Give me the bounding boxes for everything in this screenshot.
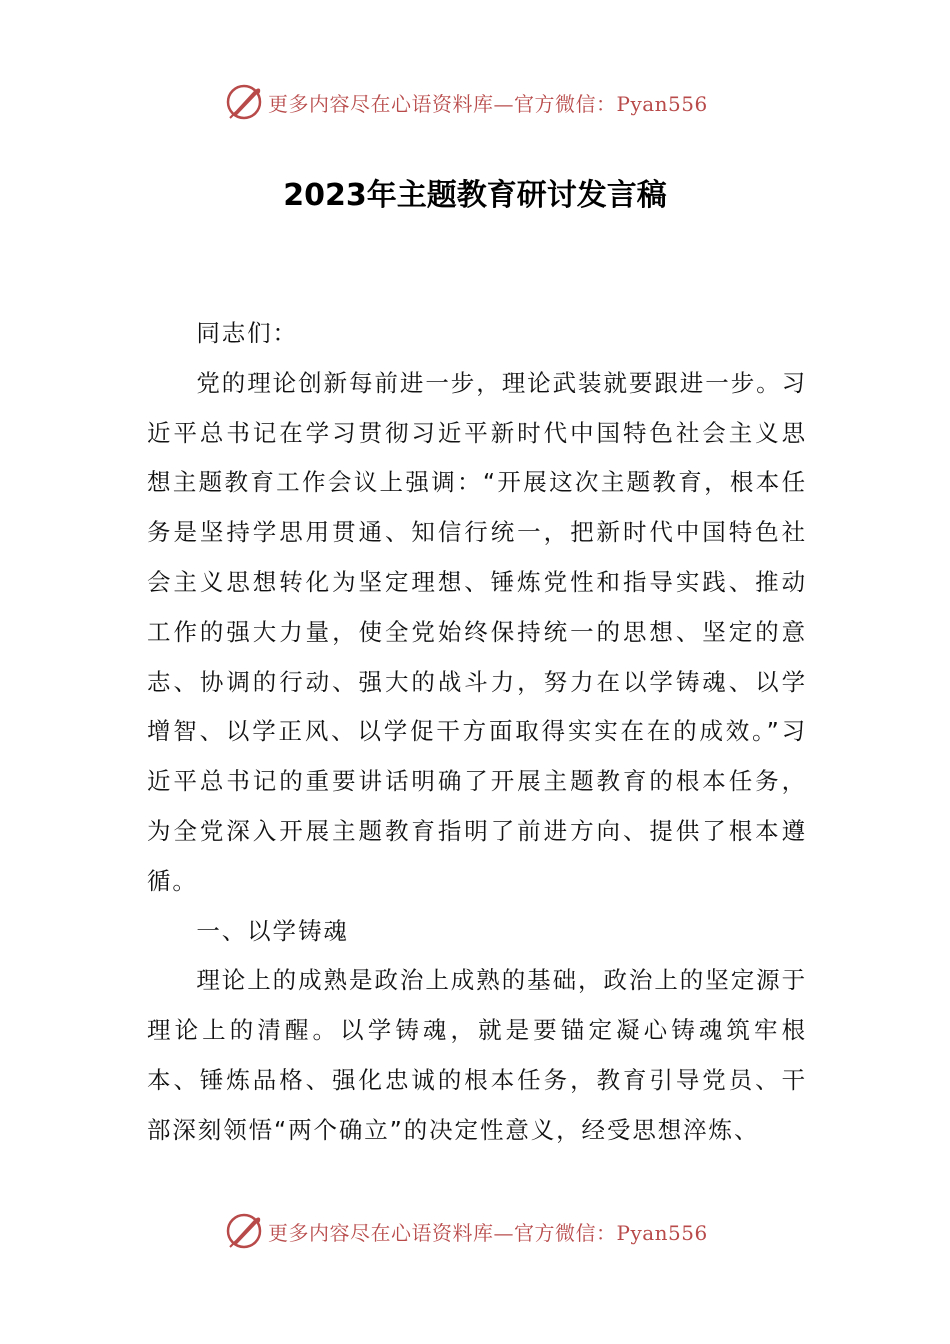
document-body (147, 309, 807, 1156)
salutation-paragraph: 同志们： (196, 319, 298, 347)
body-paragraph: 理论上的成熟是政治上成熟的基础，政治上的坚定源于理论上的清醒。以学铸魂，就是要锚定凝心铸魂筑牢根本、锤炼品格、强化忠诚的根本任务，教育引导党员、干部深刻领悟“两个确立”的决定性意义，经受思想淬炼、 (147, 966, 807, 1144)
quill-logo-icon (224, 82, 264, 122)
header-watermark-text: 更多内容尽在心语资料库—官方微信：Pyan556 (268, 92, 708, 116)
quill-logo-icon (224, 1211, 264, 1251)
header-watermark (0, 78, 950, 126)
footer-watermark (0, 1207, 950, 1255)
section-heading: 一、以学铸魂 (196, 916, 349, 945)
footer-watermark-text: 更多内容尽在心语资料库—官方微信：Pyan556 (268, 1221, 708, 1245)
document-title: 2023年主题教育研讨发言稿 (283, 178, 667, 213)
body-paragraph: 党的理论创新每前进一步，理论武装就要跟进一步。习近平总书记在学习贯彻习近平新时代中国特色社会主义思想主题教育工作会议上强调：“开展这次主题教育，根本任务是坚持学思用贯通、知信行统一，把新时代中国特色社会主义思想转化为坚定理想、锤炼党性和指导实践、推动工作的强大力量，使全党始终保持统一的思想、坚定的意志、协调的行动、强大的战斗力，努力在以学铸魂、以学增智、以学正风、以学促干方面取得实实在在的成效。”习近平总书记的重要讲话明确了开展主题教育的根本任务，为全党深入开展主题教育指明了前进方向、提供了根本遵循。 (147, 368, 807, 895)
